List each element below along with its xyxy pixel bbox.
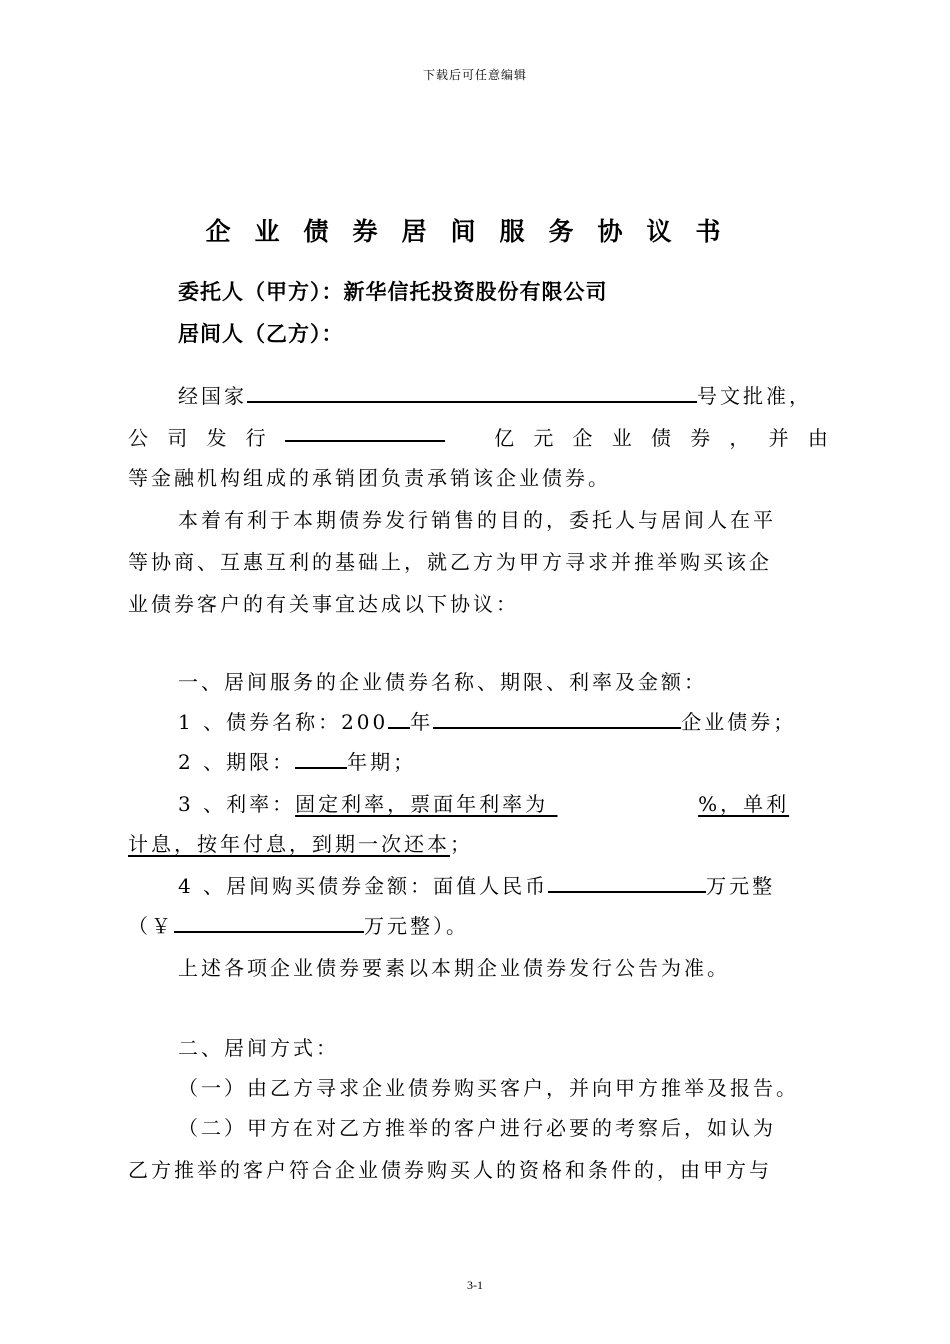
rate-text: %，单利: [698, 792, 790, 816]
rate-text: 计息，按年付息，到期一次还本: [128, 832, 450, 856]
intro-char: 亿: [494, 426, 515, 450]
section-1-item-3-cont: [128, 828, 473, 857]
issue-amount-blank: [285, 422, 445, 442]
intro-char: 元: [533, 426, 554, 450]
section-1-item-1: [178, 706, 796, 735]
term-blank: [295, 749, 347, 769]
intro-line-2: [128, 422, 828, 451]
section-1-heading: 一、居间服务的企业债券名称、期限、利率及金额：: [178, 670, 707, 694]
item-text: 4 、居间购买债券金额：面值人民币: [178, 874, 549, 898]
intro-char: 债: [650, 426, 671, 450]
approval-number-blank: [247, 383, 697, 403]
section-1-item-2: [178, 746, 416, 775]
purpose-line-3: 业债券客户的有关事宜达成以下协议：: [128, 592, 519, 616]
item-text: 年: [410, 710, 434, 734]
section-2-para-2-cont: 乙方推举的客户符合企业债券购买人的资格和条件的，由甲方与: [128, 1158, 772, 1182]
item-text: 万元整）。: [364, 914, 469, 938]
item-text: 万元整: [706, 874, 776, 898]
document-title: 企业债券居间服务协议书: [205, 217, 745, 246]
item-text: （￥: [128, 914, 174, 938]
intro-line-1: [178, 380, 812, 409]
intro-text: 经国家: [178, 384, 247, 408]
year-blank: [388, 709, 410, 729]
rate-text: 固定利率，票面年利率为: [295, 792, 549, 816]
section-1-note: 上述各项企业债券要素以本期企业债券发行公告为准。: [178, 956, 730, 980]
item-text: 3 、利率：: [178, 792, 296, 816]
section-2-heading: 二、居间方式：: [178, 1036, 339, 1060]
intro-text: 号文批准，: [697, 384, 812, 408]
intro-char: 发: [206, 426, 227, 450]
item-text: ；: [450, 832, 473, 856]
page-number: 3-1: [467, 1278, 483, 1292]
section-1-item-4-cont: [128, 910, 469, 939]
rate-blank: [548, 792, 698, 816]
intro-char: 公: [128, 426, 148, 450]
party-a-line: 委托人（甲方）：新华信托投资股份有限公司: [178, 280, 608, 304]
intro-char: 企: [572, 426, 593, 450]
purpose-line-2: 等协商、互惠互利的基础上，就乙方为甲方寻求并推举购买该企: [128, 550, 772, 574]
amount-blank: [548, 873, 706, 893]
amount-figure-blank: [174, 913, 364, 933]
intro-char: 由: [807, 426, 828, 450]
party-b-line: 居间人（乙方）：: [178, 322, 344, 346]
purpose-line-1: 本着有利于本期债券发行销售的目的，委托人与居间人在平: [178, 508, 776, 532]
section-1-item-3: [178, 788, 789, 817]
section-1-item-4: [178, 870, 775, 899]
intro-char: 券: [690, 426, 711, 450]
item-text: 年期；: [347, 750, 417, 774]
item-text: 1 、债券名称：200: [178, 710, 389, 734]
intro-char: 业: [611, 426, 632, 450]
section-2-para-1: （一）由乙方寻求企业债券购买客户，并向甲方推举及报告。: [178, 1076, 799, 1100]
intro-char: ，: [729, 426, 750, 450]
section-2-para-2: （二）甲方在对乙方推举的客户进行必要的考察后，如认为: [178, 1116, 776, 1140]
intro-line-3: 等金融机构组成的承销团负责承销该企业债券。: [128, 466, 611, 490]
intro-char: 行: [245, 426, 266, 450]
intro-char: 并: [768, 426, 789, 450]
bond-name-blank: [433, 709, 681, 729]
item-text: 2 、期限：: [178, 750, 296, 774]
item-text: 企业债券；: [681, 710, 797, 734]
page-header: 下载后可任意编辑: [422, 68, 527, 82]
intro-char: 司: [167, 426, 188, 450]
